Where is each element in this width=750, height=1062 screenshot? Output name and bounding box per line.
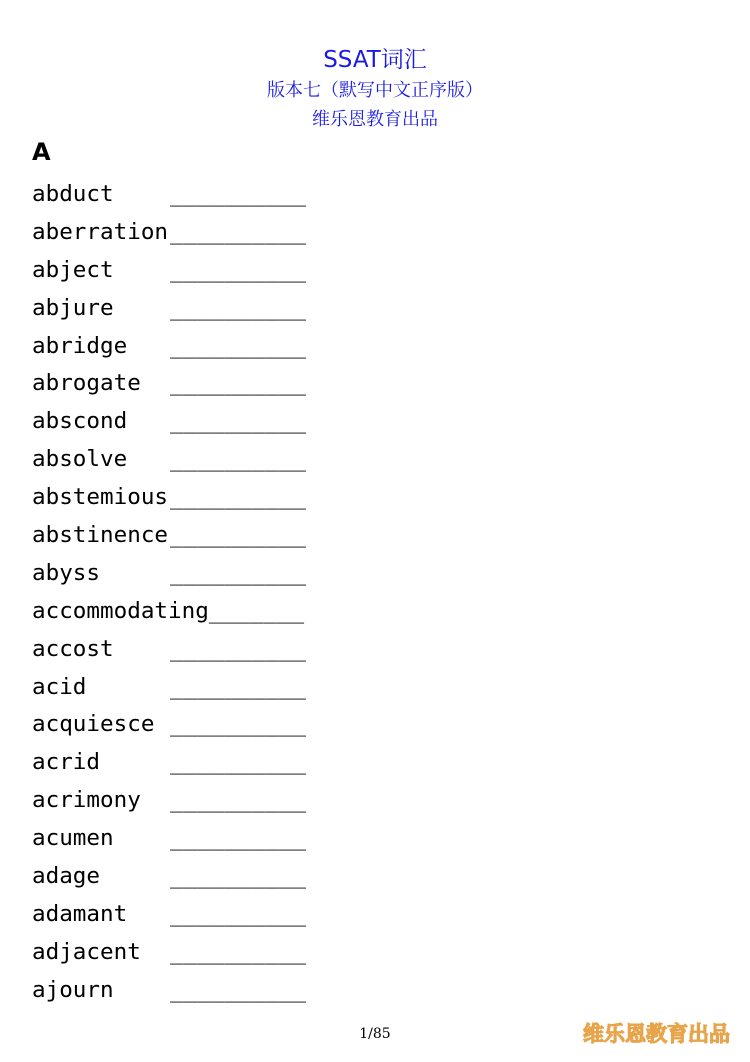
vocab-word: accommodating (32, 597, 209, 624)
answer-blank: __________ (170, 218, 307, 245)
vocab-word: abduct (32, 181, 114, 207)
answer-blank: __________ (170, 787, 307, 814)
answer-blank: __________ (170, 446, 307, 473)
vocab-word: acid (32, 673, 87, 700)
vocab-word: abstemious (32, 484, 169, 511)
vocab-word: absolve (32, 446, 128, 473)
answer-blank: __________ (170, 976, 307, 1003)
vocab-word: acrid (32, 749, 101, 776)
answer-blank: __________ (170, 673, 307, 700)
vocab-word: abyss (32, 559, 101, 586)
list-item (32, 214, 306, 252)
list-item (32, 328, 306, 366)
section-letter: A (32, 138, 51, 166)
vocab-word: adage (32, 863, 101, 890)
list-item (32, 517, 306, 555)
list-item (32, 820, 306, 858)
answer-blank: __________ (170, 863, 307, 890)
answer-blank: __________ (170, 181, 307, 207)
answer-blank: __________ (170, 522, 307, 549)
vocab-word: adjacent (32, 938, 141, 965)
answer-blank: __________ (170, 256, 307, 283)
vocab-word: abstinence (32, 522, 169, 549)
list-item (32, 896, 306, 934)
answer-blank: __________ (170, 900, 307, 927)
answer-blank: __________ (170, 559, 307, 586)
list-item (32, 479, 306, 517)
vocab-word: aberration (32, 218, 169, 245)
list-item (32, 176, 306, 214)
answer-blank: __________ (170, 332, 307, 359)
answer-blank: __________ (170, 711, 307, 738)
vocab-word: acrimony (32, 787, 141, 814)
watermark-logo: 维乐恩教育出品 (583, 1022, 730, 1046)
answer-blank: __________ (170, 635, 307, 662)
list-item (32, 290, 306, 328)
list-item (32, 972, 306, 1010)
word-list (32, 176, 306, 1010)
vocab-word: adamant (32, 900, 128, 927)
document-version: 版本七（默写中文正序版） (267, 80, 483, 101)
list-item (32, 858, 306, 896)
answer-blank: __________ (170, 825, 307, 852)
document-publisher: 维乐恩教育出品 (312, 109, 438, 130)
list-item (32, 593, 306, 631)
list-item (32, 403, 306, 441)
list-item (32, 669, 306, 707)
vocab-word: abridge (32, 332, 128, 359)
list-item (32, 365, 306, 403)
list-item (32, 441, 306, 479)
list-item (32, 782, 306, 820)
vocab-word: ajourn (32, 976, 114, 1003)
vocab-word: abscond (32, 408, 128, 435)
page-number: 1/85 (359, 1026, 391, 1042)
list-item (32, 706, 306, 744)
answer-blank: __________ (170, 294, 307, 321)
vocab-word: acumen (32, 825, 114, 852)
answer-blank: __________ (170, 484, 307, 511)
vocab-word: acquiesce (32, 711, 155, 738)
answer-blank: __________ (170, 408, 307, 435)
vocab-word: abjure (32, 294, 114, 321)
vocab-word: accost (32, 635, 114, 662)
vocab-word: abrogate (32, 370, 141, 397)
list-item (32, 252, 306, 290)
list-item (32, 631, 306, 669)
answer-blank: __________ (170, 938, 307, 965)
vocab-word: abject (32, 256, 114, 283)
list-item (32, 934, 306, 972)
answer-blank: __________ (170, 370, 307, 397)
answer-blank: _______ (208, 597, 305, 624)
list-item (32, 744, 306, 782)
answer-blank: __________ (170, 749, 307, 776)
document-header (0, 44, 750, 134)
document-title: SSAT词汇 (323, 47, 427, 73)
list-item (32, 555, 306, 593)
